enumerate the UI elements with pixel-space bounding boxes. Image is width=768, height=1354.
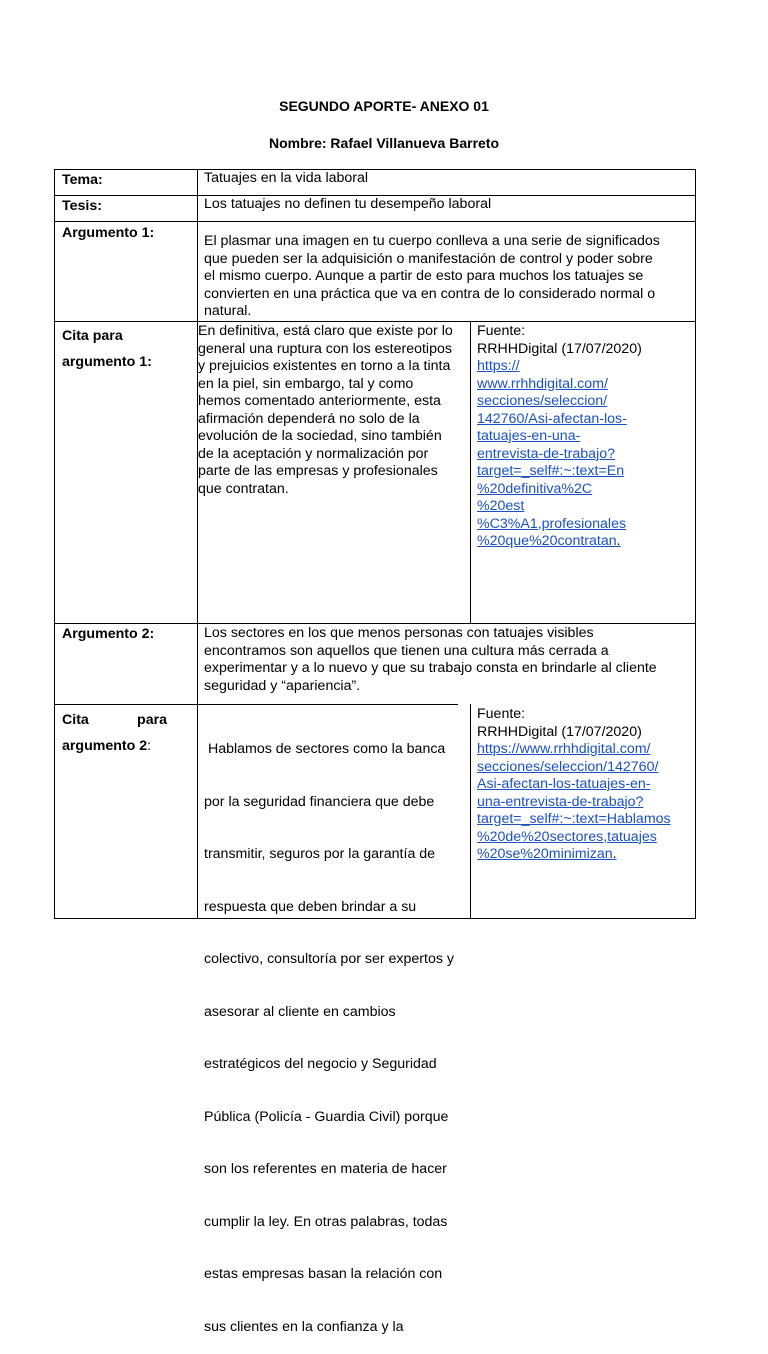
link-tail: . <box>612 846 617 862</box>
cita-1-quote <box>198 323 453 498</box>
link-tail: . <box>616 533 621 549</box>
quote-line: de la aceptación y normalización por <box>198 445 429 462</box>
source-label: Fuente: <box>477 323 526 339</box>
quote-line: que contratan. <box>198 480 289 497</box>
tesis-label: Tesis: <box>62 198 102 214</box>
quote-line: y prejuicios existentes en torno a la tinta <box>198 358 451 374</box>
link-line[interactable]: %20se%20minimizan <box>477 846 613 862</box>
tema-value: Tatuajes en la vida laboral <box>204 170 369 186</box>
source-link[interactable] <box>477 358 642 551</box>
argumento-2-text <box>204 625 657 695</box>
cita-1-label <box>62 323 152 375</box>
quote-line: Hablamos de sectores como la banca <box>204 741 446 757</box>
source-name: RRHHDigital (17/07/2020) <box>477 723 642 740</box>
text-line: El plasmar una imagen en tu cuerpo conlleva a una serie de significados <box>204 233 660 249</box>
source-name: RRHHDigital (17/07/2020) <box>477 340 642 357</box>
quote-line: en la piel, sin embargo, tal y como <box>198 375 414 392</box>
text-line: que pueden ser la adquisición o manifestación de control y poder sobre <box>204 250 653 267</box>
quote-line: estratégicos del negocio y Seguridad <box>204 1056 437 1072</box>
cita-1-label-line: argumento 1: <box>62 354 152 370</box>
author-name: Nombre: Rafael Villanueva Barreto <box>268 135 500 151</box>
text-line: encontramos son aquellos que tienen una cultura más cerrada a <box>204 642 609 659</box>
quote-line: transmitir, seguros por la garantía de <box>204 846 436 862</box>
quote-line: sus clientes en la confianza y la <box>204 1318 404 1335</box>
cita-2-label-line: argumento 2 <box>62 738 148 754</box>
cita-2-label-word: para <box>137 712 167 728</box>
cita-1-source <box>477 323 642 551</box>
link-line[interactable]: secciones/seleccion/ <box>477 393 608 409</box>
quote-line: afirmación dependerá no solo de la <box>198 410 420 427</box>
text-line: seguridad y “apariencia”. <box>204 677 361 694</box>
quote-line: hemos comentado anteriormente, esta <box>198 393 441 409</box>
link-line[interactable]: www.rrhhdigital.com/ <box>477 375 608 392</box>
link-line[interactable]: %20de%20sectores,tatuajes <box>477 828 657 845</box>
quote-line: cumplir la ley. En otras palabras, todas <box>204 1213 448 1230</box>
link-line[interactable]: %20est <box>477 498 525 514</box>
text-line: natural. <box>204 303 252 319</box>
cita-2-label <box>62 707 167 759</box>
quote-line: asesorar al cliente en cambios <box>204 1003 396 1020</box>
tema-label: Tema: <box>62 172 103 188</box>
link-line[interactable]: una-entrevista-de-trabajo? <box>477 793 644 810</box>
quote-line: estas empresas basan la relación con <box>204 1266 443 1282</box>
quote-line: colectivo, consultoría por ser expertos y <box>204 951 454 967</box>
source-link[interactable] <box>477 741 671 864</box>
quote-line: evolución de la sociedad, sino también <box>198 428 442 444</box>
argumento-1-label: Argumento 1: <box>62 225 155 241</box>
link-line[interactable]: 142760/Asi-afectan-los- <box>477 410 627 427</box>
link-line[interactable]: tatuajes-en-una- <box>477 428 581 444</box>
link-line[interactable]: secciones/seleccion/142760/ <box>477 758 659 775</box>
link-line[interactable]: entrevista-de-trabajo? <box>477 445 616 462</box>
link-line[interactable]: Asi-afectan-los-tatuajes-en- <box>477 776 651 792</box>
argumento-2-label: Argumento 2: <box>62 626 155 642</box>
quote-line: parte de las empresas y profesionales <box>198 463 438 479</box>
argumento-1-text <box>204 233 660 321</box>
quote-line: respuesta que deben brindar a su <box>204 898 417 915</box>
cita-1-label-line: Cita para <box>62 328 123 344</box>
link-line[interactable]: https://www.rrhhdigital.com/ <box>477 741 651 757</box>
quote-line: Pública (Policía - Guardia Civil) porque <box>204 1108 449 1125</box>
quote-line: general una ruptura con los estereotipos <box>198 340 452 357</box>
link-line[interactable]: %C3%A1,profesionales <box>477 515 627 532</box>
cita-2-source <box>477 706 671 864</box>
link-line[interactable]: https:// <box>477 358 520 374</box>
link-line[interactable]: target=_self#:~:text=Hablamos <box>477 811 671 827</box>
cita-2-label-word: Cita <box>62 712 89 728</box>
link-line[interactable]: %20definitiva%2C <box>477 480 593 497</box>
text-line: experimentar y a lo nuevo y que su trabajo consta en brindarle al cliente <box>204 660 657 676</box>
text-line: Los sectores en los que menos personas con tatuajes visibles <box>204 625 594 641</box>
text-line: convierten en una práctica que va en contra de lo considerado normal o <box>204 285 656 302</box>
quote-line: son los referentes en materia de hacer <box>204 1161 447 1177</box>
link-line[interactable]: target=_self#:~:text=En <box>477 463 625 479</box>
source-label: Fuente: <box>477 706 526 722</box>
tesis-value: Los tatuajes no definen tu desempeño laboral <box>204 196 492 212</box>
document-title: SEGUNDO APORTE- ANEXO 01 <box>279 98 489 114</box>
cita-2-quote <box>204 706 454 1354</box>
cita-2-label-colon: : <box>147 738 152 754</box>
quote-line: En definitiva, está claro que existe por lo <box>198 323 453 339</box>
link-line[interactable]: %20que%20contratan <box>477 533 617 549</box>
text-line: el mismo cuerpo. Aunque a partir de esto para muchos los tatuajes se <box>204 268 644 284</box>
quote-line: por la seguridad financiera que debe <box>204 793 435 810</box>
